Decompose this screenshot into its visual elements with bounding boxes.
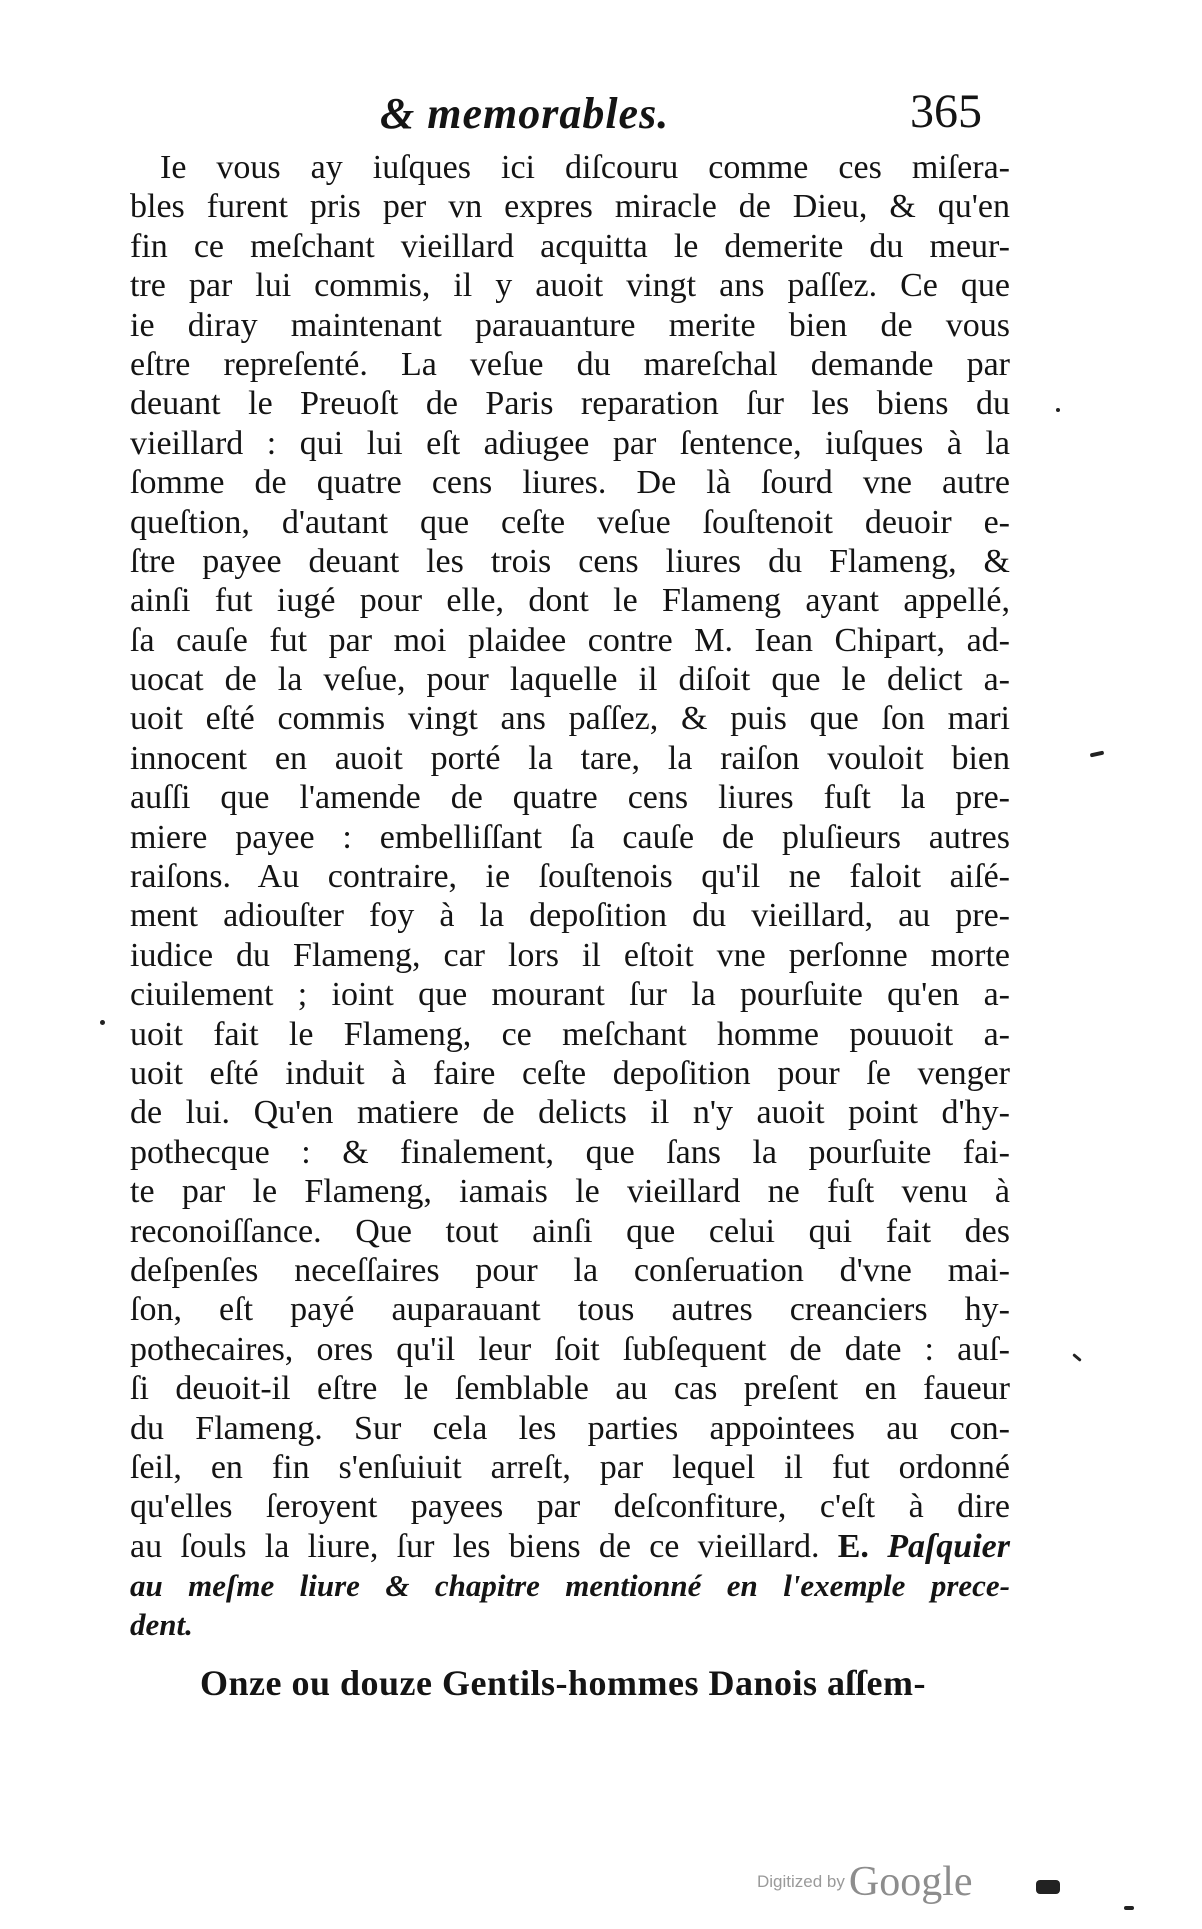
body-text (130, 148, 1010, 1705)
body-line: miere payee : embelliſſant ſa cauſe de pluſieurs autres (130, 818, 1010, 856)
body-line-with-citation (130, 1527, 1010, 1566)
body-line: du Flameng. Sur cela les parties appointees au con- (130, 1409, 1010, 1447)
body-line: innocent en auoit porté la tare, la raiſon vouloit bien (130, 739, 1010, 777)
ink-speck (1090, 751, 1105, 758)
body-line: vieillard : qui lui eſt adiugee par ſentence, iuſques à la (130, 424, 1010, 462)
google-logo: Google (848, 1859, 973, 1905)
body-line: fin ce meſchant vieillard acquitta le demerite du meur- (130, 227, 1010, 265)
body-line: iudice du Flameng, car lors il eſtoit vne perſonne morte (130, 936, 1010, 974)
body-line: uoit fait le Flameng, ce meſchant homme pouuoit a- (130, 1015, 1010, 1053)
body-line: pothecaires, ores qu'il leur ſoit ſubſequent de date : auſ- (130, 1330, 1010, 1368)
body-line: ie diray maintenant parauanture merite bien de vous (130, 306, 1010, 344)
body-line: deſpenſes neceſſaires pour la conſeruation d'vne mai- (130, 1251, 1010, 1289)
body-line: te par le Flameng, iamais le vieillard ne fuſt venu à (130, 1173, 1010, 1211)
ink-speck (1036, 1880, 1060, 1894)
body-line: bles furent pris per vn expres miracle de Dieu, & qu'en (130, 188, 1010, 226)
body-line: ment adiouſter foy à la depoſition du vieillard, au pre- (130, 897, 1010, 935)
body-line: ſon, eſt payé auparauant tous autres creanciers hy- (130, 1291, 1010, 1329)
running-head: & memorables. (380, 89, 670, 138)
body-line: ſa cauſe fut par moi plaidee contre M. Iean Chipart, ad- (130, 621, 1010, 659)
body-line: ſeil, en fin s'enſuiuit arreſt, par lequel il fut ordonné (130, 1448, 1010, 1486)
body-line: ciuilement ; ioint que mourant ſur la pourſuite qu'en a- (130, 976, 1010, 1014)
body-line: deuant le Preuoſt de Paris reparation ſur les biens du (130, 385, 1010, 423)
ink-speck (1056, 408, 1060, 412)
body-line: reconoiſſance. Que tout ainſi que celui qui fait des (130, 1212, 1010, 1250)
citation-marker: E. (837, 1527, 869, 1565)
next-section-start: Onze ou douze Gentils-hommes Danois aſſem- (200, 1662, 926, 1703)
body-line-end: au ſouls la liure, ſur les biens de ce vieillard. (130, 1527, 820, 1565)
citation-author: Paſquier (887, 1527, 1010, 1565)
body-line: tre par lui commis, il y auoit vingt ans paſſez. Ce que (130, 267, 1010, 305)
digitized-watermark (757, 1858, 973, 1906)
page-number: 365 (910, 85, 982, 138)
body-line: uocat de la veſue, pour laquelle il diſoit que le delict a- (130, 661, 1010, 699)
body-line: queſtion, d'autant que ceſte veſue ſouſtenoit deuoir e- (130, 503, 1010, 541)
body-line: qu'elles ſeroyent payees par deſconfiture, c'eſt à dire (130, 1488, 1010, 1526)
ink-speck (100, 1020, 105, 1025)
body-line: Ie vous ay iuſques ici diſcouru comme ces miſera- (160, 149, 1010, 186)
ink-speck (1072, 1353, 1082, 1362)
body-line: ſi deuoit-il eſtre le ſemblable au cas preſent en faueur (130, 1370, 1010, 1408)
body-line: uoit eſté commis vingt ans paſſez, & puis que ſon mari (130, 700, 1010, 738)
body-line: raiſons. Au contraire, ie ſouſtenois qu'il ne faloit aiſé- (130, 858, 1010, 896)
body-line: ainſi fut iugé pour elle, dont le Flameng ayant appellé, (130, 582, 1010, 620)
citation-line: au meſme liure & chapitre mentionné en l'exemple prece- (130, 1568, 1010, 1604)
body-line: ſomme de quatre cens liures. De là ſourd vne autre (130, 464, 1010, 502)
body-line: pothecque : & finalement, que ſans la pourſuite fai- (130, 1133, 1010, 1171)
watermark-prefix: Digitized by (757, 1872, 845, 1891)
body-line: de lui. Qu'en matiere de delicts il n'y auoit point d'hy- (130, 1094, 1010, 1132)
body-line: eſtre repreſenté. La veſue du mareſchal demande par (130, 345, 1010, 383)
body-line: ſtre payee deuant les trois cens liures du Flameng, & (130, 542, 1010, 580)
citation-line: dent. (130, 1607, 193, 1643)
body-line: uoit eſté induit à faire ceſte depoſition pour ſe venger (130, 1054, 1010, 1092)
body-line: auſſi que l'amende de quatre cens liures fuſt la pre- (130, 779, 1010, 817)
ink-speck (1124, 1906, 1134, 1910)
